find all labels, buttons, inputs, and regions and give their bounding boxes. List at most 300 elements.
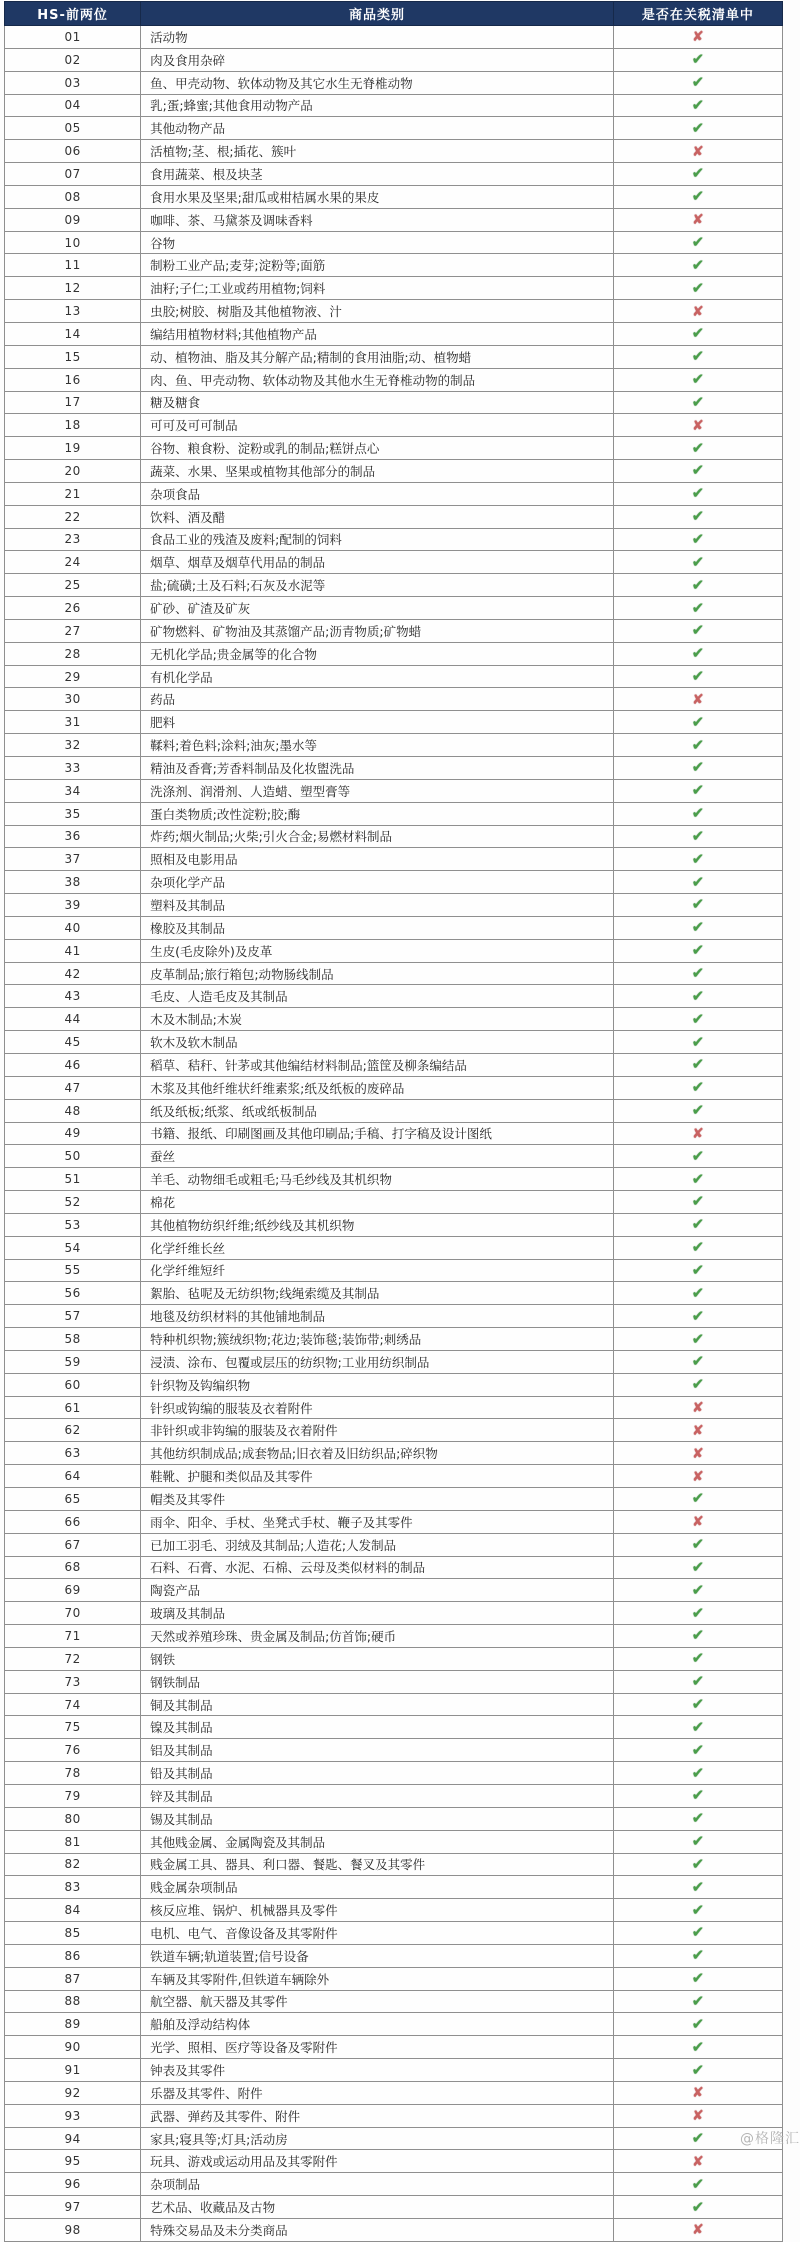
hs-code-cell: 02 [5, 48, 141, 71]
status-cell [613, 391, 782, 414]
hs-code-cell: 59 [5, 1350, 141, 1373]
table-row [5, 985, 783, 1008]
hs-code-cell: 19 [5, 437, 141, 460]
category-cell: 陶瓷产品 [141, 1579, 614, 1602]
status-cell [613, 1213, 782, 1236]
hs-code-cell: 25 [5, 574, 141, 597]
check-icon: ✔ [691, 1329, 705, 1348]
table-row [5, 1328, 783, 1351]
check-icon: ✔ [691, 1809, 705, 1828]
hs-code-cell: 49 [5, 1122, 141, 1145]
hs-code-cell: 10 [5, 231, 141, 254]
check-icon: ✔ [691, 735, 705, 754]
category-cell: 其他纺织制成品;成套物品;旧衣着及旧纺织品;碎织物 [141, 1442, 614, 1465]
check-icon: ✔ [691, 1672, 705, 1691]
hs-code-cell: 40 [5, 916, 141, 939]
status-cell [613, 1031, 782, 1054]
hs-code-cell: 95 [5, 2150, 141, 2173]
table-row [5, 597, 783, 620]
category-cell: 无机化学品;贵金属等的化合物 [141, 642, 614, 665]
table-row [5, 1807, 783, 1830]
status-cell [613, 1259, 782, 1282]
hs-code-cell: 90 [5, 2036, 141, 2059]
hs-code-cell: 05 [5, 117, 141, 140]
category-cell: 谷物 [141, 231, 614, 254]
category-cell: 活动物 [141, 26, 614, 49]
check-icon: ✔ [691, 849, 705, 868]
cross-icon: ✘ [692, 2085, 704, 2102]
table-row [5, 1236, 783, 1259]
category-cell: 油籽;子仁;工业或药用植物;饲料 [141, 277, 614, 300]
status-cell [613, 1716, 782, 1739]
table-row [5, 26, 783, 49]
category-cell: 可可及可可制品 [141, 414, 614, 437]
category-cell: 炸药;烟火制品;火柴;引火合金;易燃材料制品 [141, 825, 614, 848]
hs-code-cell: 64 [5, 1465, 141, 1488]
hs-code-cell: 07 [5, 163, 141, 186]
table-row [5, 1488, 783, 1511]
status-cell [613, 916, 782, 939]
category-cell: 针织物及钩编织物 [141, 1373, 614, 1396]
hs-code-cell: 82 [5, 1853, 141, 1876]
check-icon: ✔ [691, 1626, 705, 1645]
cross-icon: ✘ [692, 1422, 704, 1439]
status-cell [613, 1282, 782, 1305]
check-icon: ✔ [691, 233, 705, 252]
check-icon: ✔ [691, 1717, 705, 1736]
category-cell: 谷物、粮食粉、淀粉或乳的制品;糕饼点心 [141, 437, 614, 460]
category-cell: 玻璃及其制品 [141, 1602, 614, 1625]
category-cell: 玩具、游戏或运动用品及其零附件 [141, 2150, 614, 2173]
status-cell [613, 277, 782, 300]
table-row [5, 231, 783, 254]
category-cell: 天然或养殖珍珠、贵金属及制品;仿首饰;硬币 [141, 1625, 614, 1648]
hs-code-cell: 43 [5, 985, 141, 1008]
check-icon: ✔ [691, 370, 705, 389]
category-cell: 鞋靴、护腿和类似品及其零件 [141, 1465, 614, 1488]
category-cell: 蔬菜、水果、坚果或植物其他部分的制品 [141, 460, 614, 483]
check-icon: ✔ [691, 118, 705, 137]
hs-code-cell: 75 [5, 1716, 141, 1739]
hs-code-cell: 41 [5, 939, 141, 962]
category-cell: 橡胶及其制品 [141, 916, 614, 939]
status-cell [613, 460, 782, 483]
table-row [5, 1602, 783, 1625]
category-cell: 其他动物产品 [141, 117, 614, 140]
status-cell [613, 757, 782, 780]
hs-code-cell: 51 [5, 1168, 141, 1191]
hs-code-cell: 31 [5, 711, 141, 734]
status-cell [613, 1784, 782, 1807]
check-icon: ✔ [691, 1146, 705, 1165]
category-cell: 鱼、甲壳动物、软体动物及其它水生无脊椎动物 [141, 71, 614, 94]
hs-code-cell: 24 [5, 551, 141, 574]
table-row [5, 117, 783, 140]
status-cell [613, 117, 782, 140]
status-cell [613, 345, 782, 368]
category-cell: 帽类及其零件 [141, 1488, 614, 1511]
category-cell: 杂项制品 [141, 2173, 614, 2196]
category-cell: 非针织或非钩编的服装及衣着附件 [141, 1419, 614, 1442]
category-cell: 铅及其制品 [141, 1762, 614, 1785]
table-row [5, 1373, 783, 1396]
category-cell: 咖啡、茶、马黛茶及调味香料 [141, 208, 614, 231]
table-row [5, 2104, 783, 2127]
category-cell: 钢铁制品 [141, 1670, 614, 1693]
category-cell: 铝及其制品 [141, 1739, 614, 1762]
check-icon: ✔ [691, 1238, 705, 1257]
table-row [5, 368, 783, 391]
status-cell [613, 1990, 782, 2013]
cross-icon: ✘ [692, 1514, 704, 1531]
table-row [5, 1465, 783, 1488]
table-row [5, 71, 783, 94]
status-cell [613, 1053, 782, 1076]
category-cell: 雨伞、阳伞、手杖、坐凳式手杖、鞭子及其零件 [141, 1510, 614, 1533]
hs-tariff-table [4, 1, 783, 2242]
hs-code-cell: 63 [5, 1442, 141, 1465]
category-cell: 钟表及其零件 [141, 2059, 614, 2082]
category-cell: 烟草、烟草及烟草代用品的制品 [141, 551, 614, 574]
hs-code-cell: 06 [5, 140, 141, 163]
hs-code-cell: 44 [5, 1008, 141, 1031]
table-row [5, 94, 783, 117]
table-row [5, 185, 783, 208]
category-cell: 已加工羽毛、羽绒及其制品;人造花;人发制品 [141, 1533, 614, 1556]
table-row [5, 2081, 783, 2104]
status-cell [613, 894, 782, 917]
cross-icon: ✘ [692, 1400, 704, 1417]
status-cell [613, 1510, 782, 1533]
check-icon: ✔ [691, 826, 705, 845]
category-cell: 糖及糖食 [141, 391, 614, 414]
check-icon: ✔ [691, 918, 705, 937]
status-cell [613, 1967, 782, 1990]
hs-code-cell: 62 [5, 1419, 141, 1442]
check-icon: ✔ [691, 484, 705, 503]
category-cell: 艺术品、收藏品及古物 [141, 2196, 614, 2219]
check-icon: ✔ [691, 1946, 705, 1965]
status-cell [613, 185, 782, 208]
check-icon: ✔ [691, 1877, 705, 1896]
check-icon: ✔ [691, 1489, 705, 1508]
hs-code-cell: 17 [5, 391, 141, 414]
check-icon: ✔ [691, 1169, 705, 1188]
status-cell [613, 779, 782, 802]
check-icon: ✔ [691, 1763, 705, 1782]
category-cell: 铜及其制品 [141, 1693, 614, 1716]
table-row [5, 163, 783, 186]
hs-code-cell: 98 [5, 2219, 141, 2242]
table-row [5, 1762, 783, 1785]
status-cell [613, 574, 782, 597]
table-row [5, 1510, 783, 1533]
col-header-hs-code: HS-前两位 [5, 2, 141, 26]
cross-icon: ✘ [692, 1445, 704, 1462]
status-cell [613, 802, 782, 825]
hs-code-cell: 65 [5, 1488, 141, 1511]
check-icon: ✔ [691, 392, 705, 411]
table-row [5, 1579, 783, 1602]
category-cell: 絮胎、毡呢及无纺织物;线绳索缆及其制品 [141, 1282, 614, 1305]
status-cell [613, 208, 782, 231]
table-row [5, 300, 783, 323]
table-row [5, 528, 783, 551]
hs-code-cell: 27 [5, 619, 141, 642]
status-cell [613, 140, 782, 163]
table-row [5, 2127, 783, 2150]
status-cell [613, 1922, 782, 1945]
table-row [5, 2173, 783, 2196]
hs-code-cell: 28 [5, 642, 141, 665]
hs-tariff-list-figure [4, 1, 783, 2242]
check-icon: ✔ [691, 1923, 705, 1942]
category-cell: 木浆及其他纤维状纤维素浆;纸及纸板的废碎品 [141, 1076, 614, 1099]
table-row [5, 688, 783, 711]
status-cell [613, 2219, 782, 2242]
hs-code-cell: 80 [5, 1807, 141, 1830]
check-icon: ✔ [691, 2037, 705, 2056]
hs-code-cell: 67 [5, 1533, 141, 1556]
hs-code-cell: 56 [5, 1282, 141, 1305]
category-cell: 羊毛、动物细毛或粗毛;马毛纱线及其机织物 [141, 1168, 614, 1191]
cross-icon: ✘ [692, 417, 704, 434]
category-cell: 有机化学品 [141, 665, 614, 688]
status-cell [613, 1830, 782, 1853]
status-cell [613, 368, 782, 391]
check-icon: ✔ [691, 552, 705, 571]
table-row [5, 619, 783, 642]
cross-icon: ✘ [692, 2222, 704, 2239]
hs-code-cell: 69 [5, 1579, 141, 1602]
category-cell: 杂项化学产品 [141, 871, 614, 894]
hs-code-cell: 88 [5, 1990, 141, 2013]
category-cell: 木及木制品;木炭 [141, 1008, 614, 1031]
check-icon: ✔ [691, 529, 705, 548]
status-cell [613, 300, 782, 323]
table-row [5, 2150, 783, 2173]
table-row [5, 642, 783, 665]
status-cell [613, 985, 782, 1008]
status-cell [613, 1191, 782, 1214]
status-cell [613, 642, 782, 665]
status-cell [613, 551, 782, 574]
status-cell [613, 1899, 782, 1922]
status-cell [613, 1350, 782, 1373]
col-header-category: 商品类别 [141, 2, 614, 26]
hs-code-cell: 38 [5, 871, 141, 894]
hs-code-cell: 23 [5, 528, 141, 551]
category-cell: 矿物燃料、矿物油及其蒸馏产品;沥青物质;矿物蜡 [141, 619, 614, 642]
check-icon: ✔ [691, 1055, 705, 1074]
check-icon: ✔ [691, 1283, 705, 1302]
table-row [5, 460, 783, 483]
header-row [5, 2, 783, 26]
check-icon: ✔ [691, 1649, 705, 1668]
check-icon: ✔ [691, 964, 705, 983]
status-cell [613, 1876, 782, 1899]
status-cell [613, 688, 782, 711]
status-cell [613, 2104, 782, 2127]
hs-code-cell: 32 [5, 734, 141, 757]
check-icon: ✔ [691, 1078, 705, 1097]
status-cell [613, 1442, 782, 1465]
hs-code-cell: 12 [5, 277, 141, 300]
hs-code-cell: 87 [5, 1967, 141, 1990]
hs-code-cell: 18 [5, 414, 141, 437]
category-cell: 纸及纸板;纸浆、纸或纸板制品 [141, 1099, 614, 1122]
hs-code-cell: 34 [5, 779, 141, 802]
status-cell [613, 1328, 782, 1351]
hs-code-cell: 89 [5, 2013, 141, 2036]
check-icon: ✔ [691, 1557, 705, 1576]
table-row [5, 1967, 783, 1990]
status-cell [613, 848, 782, 871]
table-row [5, 2219, 783, 2242]
table-row [5, 1876, 783, 1899]
status-cell [613, 2059, 782, 2082]
table-row [5, 1944, 783, 1967]
hs-code-cell: 47 [5, 1076, 141, 1099]
cross-icon: ✘ [692, 1125, 704, 1142]
category-cell: 肉、鱼、甲壳动物、软体动物及其他水生无脊椎动物的制品 [141, 368, 614, 391]
status-cell [613, 962, 782, 985]
table-row [5, 1899, 783, 1922]
table-row [5, 414, 783, 437]
hs-code-cell: 03 [5, 71, 141, 94]
check-icon: ✔ [691, 2129, 705, 2148]
table-row [5, 1533, 783, 1556]
category-cell: 虫胶;树胶、树脂及其他植物液、汁 [141, 300, 614, 323]
cross-icon: ✘ [692, 143, 704, 160]
hs-code-cell: 52 [5, 1191, 141, 1214]
category-cell: 肥料 [141, 711, 614, 734]
status-cell [613, 1373, 782, 1396]
status-cell [613, 1556, 782, 1579]
hs-code-cell: 08 [5, 185, 141, 208]
status-cell [613, 505, 782, 528]
table-row [5, 1625, 783, 1648]
status-cell [613, 163, 782, 186]
status-cell [613, 711, 782, 734]
check-icon: ✔ [691, 1009, 705, 1028]
check-icon: ✔ [691, 598, 705, 617]
check-icon: ✔ [691, 2174, 705, 2193]
status-cell [613, 1236, 782, 1259]
hs-code-cell: 26 [5, 597, 141, 620]
status-cell [613, 2173, 782, 2196]
status-cell [613, 939, 782, 962]
category-cell: 动、植物油、脂及其分解产品;精制的食用油脂;动、植物蜡 [141, 345, 614, 368]
category-cell: 光学、照相、医疗等设备及零附件 [141, 2036, 614, 2059]
check-icon: ✔ [691, 347, 705, 366]
cross-icon: ✘ [692, 303, 704, 320]
hs-code-cell: 21 [5, 482, 141, 505]
table-row [5, 551, 783, 574]
hs-code-cell: 76 [5, 1739, 141, 1762]
check-icon: ✔ [691, 2014, 705, 2033]
hs-code-cell: 61 [5, 1396, 141, 1419]
category-cell: 家具;寝具等;灯具;活动房 [141, 2127, 614, 2150]
check-icon: ✔ [691, 73, 705, 92]
category-cell: 软木及软木制品 [141, 1031, 614, 1054]
table-row [5, 1145, 783, 1168]
status-cell [613, 734, 782, 757]
check-icon: ✔ [691, 164, 705, 183]
table-row [5, 1076, 783, 1099]
hs-code-cell: 36 [5, 825, 141, 848]
status-cell [613, 1488, 782, 1511]
table-row [5, 322, 783, 345]
hs-code-cell: 86 [5, 1944, 141, 1967]
status-cell [613, 597, 782, 620]
col-header-in-tariff-list: 是否在关税清单中 [613, 2, 782, 26]
status-cell [613, 1693, 782, 1716]
status-cell [613, 2036, 782, 2059]
hs-code-cell: 73 [5, 1670, 141, 1693]
hs-code-cell: 50 [5, 1145, 141, 1168]
table-row [5, 1556, 783, 1579]
table-row [5, 1008, 783, 1031]
status-cell [613, 414, 782, 437]
category-cell: 制粉工业产品;麦芽;淀粉等;面筋 [141, 254, 614, 277]
category-cell: 化学纤维长丝 [141, 1236, 614, 1259]
status-cell [613, 1739, 782, 1762]
table-row [5, 734, 783, 757]
gelonghui-watermark: @格隆汇 [740, 2131, 800, 2147]
check-icon: ✔ [691, 1603, 705, 1622]
check-icon: ✔ [691, 2197, 705, 2216]
check-icon: ✔ [691, 278, 705, 297]
table-row [5, 505, 783, 528]
status-cell [613, 1168, 782, 1191]
hs-code-cell: 92 [5, 2081, 141, 2104]
check-icon: ✔ [691, 644, 705, 663]
table-row [5, 1168, 783, 1191]
check-icon: ✔ [691, 1740, 705, 1759]
cross-icon: ✘ [692, 29, 704, 46]
status-cell [613, 619, 782, 642]
hs-code-cell: 74 [5, 1693, 141, 1716]
status-cell [613, 322, 782, 345]
table-row [5, 1670, 783, 1693]
table-row [5, 802, 783, 825]
category-cell: 盐;硫磺;土及石料;石灰及水泥等 [141, 574, 614, 597]
category-cell: 电机、电气、音像设备及其零附件 [141, 1922, 614, 1945]
table-row [5, 848, 783, 871]
hs-code-cell: 11 [5, 254, 141, 277]
table-row [5, 1282, 783, 1305]
category-cell: 锌及其制品 [141, 1784, 614, 1807]
table-row [5, 1990, 783, 2013]
hs-code-cell: 91 [5, 2059, 141, 2082]
table-row [5, 2196, 783, 2219]
status-cell [613, 2081, 782, 2104]
status-cell [613, 1008, 782, 1031]
category-cell: 精油及香膏;芳香料制品及化妆盥洗品 [141, 757, 614, 780]
table-body [5, 26, 783, 2242]
table-row [5, 1396, 783, 1419]
category-cell: 锡及其制品 [141, 1807, 614, 1830]
hs-code-cell: 14 [5, 322, 141, 345]
category-cell: 棉花 [141, 1191, 614, 1214]
table-row [5, 1259, 783, 1282]
table-row [5, 1922, 783, 1945]
category-cell: 洗涤剂、润滑剂、人造蜡、塑型膏等 [141, 779, 614, 802]
category-cell: 皮革制品;旅行箱包;动物肠线制品 [141, 962, 614, 985]
check-icon: ✔ [691, 1580, 705, 1599]
check-icon: ✔ [691, 667, 705, 686]
